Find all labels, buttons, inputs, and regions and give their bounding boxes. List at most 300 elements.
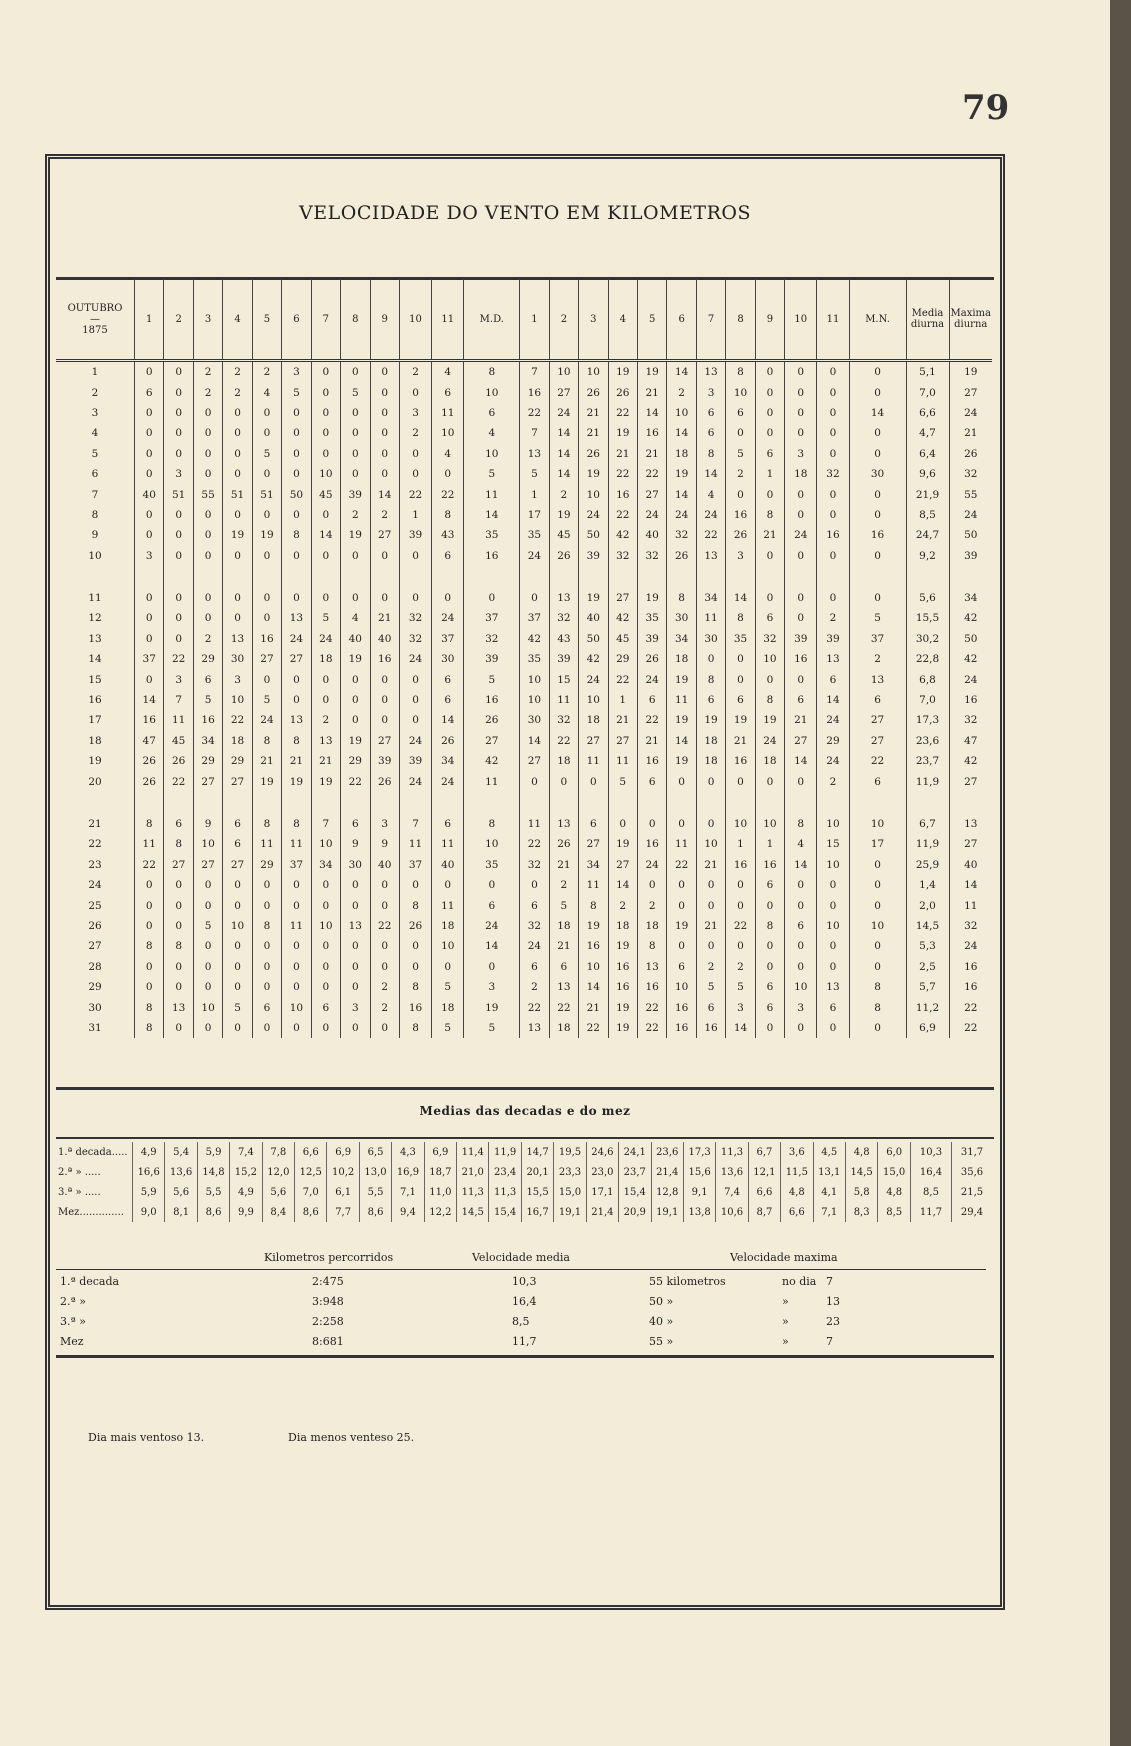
hour-cell: 16 [637,834,666,854]
hour-cell: 0 [311,382,340,402]
hour-cell: 35 [637,608,666,628]
media-cell: 2,5 [906,957,949,977]
hour-cell: 6 [696,423,725,443]
maxima-cell: 39 [949,546,992,566]
hour-cell: 0 [223,505,252,525]
hour-cell: 8 [849,997,906,1017]
hour-cell: 0 [849,361,906,383]
hour-cell: 0 [785,936,817,956]
hour-cell: 21 [726,731,755,751]
day-cell: 24 [88,879,102,892]
hour-cell: 26 [399,916,431,936]
hour-cell: 22 [637,1018,666,1038]
hour-cell: 0 [726,423,755,443]
hour-cell: 8 [849,977,906,997]
hour-cell: 22 [608,403,637,423]
hour-cell: 2 [667,382,696,402]
gap-cell [311,792,340,814]
hour-cell: 16 [637,423,666,443]
hour-cell: 8 [696,669,725,689]
hour-cell: 39 [637,629,666,649]
decada-cell: 16,9 [392,1162,424,1182]
hour-cell: 51 [252,484,281,504]
hour-cell: 0 [817,546,849,566]
hour-cell: 14 [464,936,520,956]
gap-cell [164,792,193,814]
table-frame [45,154,1005,1610]
decada-cell: 12,2 [424,1202,456,1222]
decada-cell: 15,4 [489,1202,521,1222]
hour-cell: 0 [341,588,370,608]
hour-cell: 2 [370,997,399,1017]
maxima-cell: 19 [949,361,992,383]
mid-rule [56,1087,994,1090]
hour-cell: 0 [223,957,252,977]
hour-cell: 0 [464,875,520,895]
hour-header: 7 [311,279,340,361]
hour-header: 5 [252,279,281,361]
hour-cell: 0 [817,484,849,504]
maxima-cell: 24 [949,403,992,423]
table-row [56,423,992,443]
hour-cell: 6 [755,977,784,997]
hour-cell: 15 [549,669,578,689]
hour-cell: 0 [135,957,164,977]
gap-cell [579,792,608,814]
hour-cell: 16 [726,505,755,525]
hour-cell: 0 [432,957,464,977]
hour-header: 1 [520,279,549,361]
hour-cell: 37 [432,629,464,649]
hour-cell: 0 [164,629,193,649]
hour-cell: 32 [464,629,520,649]
hour-cell: 21 [608,444,637,464]
page-edge [1110,0,1131,1746]
hour-cell: 0 [849,936,906,956]
hour-cell: 0 [341,957,370,977]
hour-cell: 0 [370,382,399,402]
hour-cell: 0 [311,505,340,525]
hour-cell: 0 [817,403,849,423]
hour-cell: 0 [193,403,222,423]
hour-cell: 21 [579,997,608,1017]
hour-cell: 34 [193,731,222,751]
gap-cell [696,566,725,588]
hour-cell: 2 [341,505,370,525]
hour-cell: 0 [817,936,849,956]
hour-cell: 14 [726,588,755,608]
table-row [56,814,992,834]
hour-cell: 0 [370,690,399,710]
media-cell: 6,6 [906,403,949,423]
hour-cell: 0 [785,1018,817,1038]
hour-cell: 29 [223,751,252,771]
hour-cell: 26 [549,834,578,854]
day-cell: 15 [88,673,102,686]
hour-cell: 45 [311,484,340,504]
hour-cell: 0 [282,505,311,525]
hour-cell: 0 [193,895,222,915]
hour-cell: 0 [849,875,906,895]
hour-cell: 0 [399,875,431,895]
hour-cell: 6 [164,814,193,834]
hour-cell: 6 [667,957,696,977]
hour-cell: 11 [252,834,281,854]
hour-cell: 8 [135,997,164,1017]
decade-gap-row [56,792,992,814]
hour-cell: 1 [755,834,784,854]
media-cell: 30,2 [906,629,949,649]
hour-cell: 40 [579,608,608,628]
hour-cell: 0 [549,771,578,791]
hour-cell: 19 [223,525,252,545]
hour-cell: 18 [785,464,817,484]
hour-cell: 50 [579,629,608,649]
media-cell: 22,8 [906,649,949,669]
hour-cell: 27 [370,525,399,545]
maxima-cell: 24 [949,669,992,689]
decada-cell: 19,5 [554,1142,586,1162]
hour-cell: 5 [223,997,252,1017]
gap-cell [399,566,431,588]
decada-cell: 7,8 [262,1142,294,1162]
hour-cell: 21 [549,855,578,875]
hour-cell: 0 [370,1018,399,1038]
hour-cell: 13 [223,629,252,649]
hour-cell: 34 [311,855,340,875]
gap-cell [164,566,193,588]
media-cell: 23,7 [906,751,949,771]
hour-cell: 19 [726,710,755,730]
hour-cell: 10 [849,814,906,834]
hour-cell: 10 [464,834,520,854]
gap-cell [311,566,340,588]
hour-cell: 0 [817,588,849,608]
hour-header: 8 [726,279,755,361]
decada-cell: 11,4 [457,1142,489,1162]
summary-label: Mez [60,1335,84,1348]
decada-cell: 19,1 [554,1202,586,1222]
decada-cell: 17,3 [683,1142,715,1162]
decada-cell: 15,0 [878,1162,911,1182]
hour-cell: 16 [608,977,637,997]
hour-cell: 6 [817,669,849,689]
hour-cell: 35 [464,525,520,545]
hour-cell: 0 [223,608,252,628]
hour-cell: 11 [549,690,578,710]
hour-cell: 10 [849,916,906,936]
hour-cell: 6 [520,895,549,915]
hour-cell: 0 [193,444,222,464]
summary-media: 11,7 [512,1335,537,1348]
summary-dia: 23 [826,1315,840,1328]
hour-cell: 24 [637,669,666,689]
decada-cell: 8,4 [262,1202,294,1222]
decada-label: 1.ª decada..... [58,1146,128,1158]
hour-cell: 40 [341,629,370,649]
hour-cell: 19 [608,997,637,1017]
gap-cell [432,792,464,814]
hour-cell: 0 [282,1018,311,1038]
hour-cell: 16 [579,936,608,956]
hour-cell: 37 [282,855,311,875]
hour-cell: 10 [726,382,755,402]
hour-cell: 0 [785,957,817,977]
hour-cell: 2 [223,382,252,402]
hour-header: 2 [549,279,578,361]
wind-speed-table [56,279,992,1038]
table-row [56,751,992,771]
hour-cell: 42 [608,525,637,545]
hour-cell: 0 [726,669,755,689]
hour-cell: 0 [252,464,281,484]
hour-cell: 0 [282,588,311,608]
hour-cell: 10 [755,649,784,669]
gap-cell [906,566,949,588]
decada-cell: 24,6 [586,1142,618,1162]
decada-cell: 21,0 [457,1162,489,1182]
hour-cell: 0 [341,464,370,484]
table-row [56,834,992,854]
table-row [56,957,992,977]
hour-cell: 11 [667,834,696,854]
hour-cell: 27 [520,751,549,771]
hour-header: 4 [223,279,252,361]
decada-cell: 11,3 [489,1182,521,1202]
media-cell: 2,0 [906,895,949,915]
gap-cell [849,566,906,588]
hour-cell: 11 [579,875,608,895]
hour-cell: 16 [849,525,906,545]
hour-cell: 0 [164,546,193,566]
hour-cell: 1 [608,690,637,710]
hour-cell: 0 [370,936,399,956]
hour-cell: 19 [341,649,370,669]
decada-cell: 5,4 [165,1142,197,1162]
hour-cell: 0 [817,444,849,464]
hour-cell: 45 [608,629,637,649]
maxima-cell: 22 [949,1018,992,1038]
hour-cell: 0 [696,649,725,669]
hour-cell: 6 [341,814,370,834]
hour-cell: 0 [817,423,849,443]
maxima-cell: 42 [949,751,992,771]
maxima-cell: 27 [949,382,992,402]
media-cell: 6,9 [906,1018,949,1038]
hour-cell: 0 [135,895,164,915]
summary-row [56,1275,936,1293]
hour-cell: 19 [341,731,370,751]
decada-cell: 24,1 [619,1142,651,1162]
gap-cell [696,792,725,814]
hour-cell: 34 [432,751,464,771]
hour-cell: 0 [667,771,696,791]
decada-cell: 5,5 [197,1182,229,1202]
table-row [56,444,992,464]
hour-cell: 27 [849,731,906,751]
decada-maxima-cell: 29,4 [952,1202,993,1222]
hour-cell: 0 [849,546,906,566]
hour-cell: 0 [849,588,906,608]
table-row [56,505,992,525]
hour-cell: 0 [252,423,281,443]
decada-cell: 4,1 [813,1182,845,1202]
hour-cell: 21 [696,855,725,875]
hour-cell: 21 [252,751,281,771]
hour-cell: 10 [193,834,222,854]
decada-cell: 21,4 [586,1202,618,1222]
gap-cell [726,566,755,588]
hour-cell: 27 [252,649,281,669]
hour-cell: 18 [667,649,696,669]
hour-cell: 0 [164,423,193,443]
decada-cell: 8,3 [845,1202,877,1222]
decada-media-cell: 16,4 [911,1162,952,1182]
hour-cell: 8 [726,361,755,383]
gap-cell [637,566,666,588]
hour-cell: 27 [193,855,222,875]
day-cell: 7 [91,488,99,501]
maxima-cell: 13 [949,814,992,834]
decada-cell: 20,1 [521,1162,553,1182]
hour-cell: 19 [311,771,340,791]
table-row [56,629,992,649]
hour-cell: 4 [432,444,464,464]
hour-cell: 0 [252,895,281,915]
hour-cell: 19 [608,1018,637,1038]
decada-cell: 20,9 [619,1202,651,1222]
decada-label: 3.ª » ..... [58,1186,101,1198]
decada-cell: 8,6 [295,1202,327,1222]
hour-cell: 0 [608,814,637,834]
hour-cell: 0 [135,423,164,443]
maxima-cell: 32 [949,916,992,936]
summary-dia: 7 [826,1275,833,1288]
decada-cell: 6,6 [748,1182,780,1202]
hour-cell: 11 [608,751,637,771]
decada-cell: 3,6 [781,1142,813,1162]
gap-cell [608,792,637,814]
hour-cell: 10 [311,916,340,936]
day-cell: 26 [88,919,102,932]
hour-cell: 5 [341,382,370,402]
gap-cell [56,792,135,814]
hour-cell: 0 [223,875,252,895]
hour-cell: 2 [370,505,399,525]
hour-cell: 19 [667,710,696,730]
hour-cell: 16 [667,1018,696,1038]
hour-cell: 14 [135,690,164,710]
hour-cell: 27 [608,855,637,875]
decada-cell: 12,8 [651,1182,683,1202]
hour-header: 3 [193,279,222,361]
hour-cell: 0 [282,669,311,689]
decada-cell: 23,6 [651,1142,683,1162]
hour-cell: 2 [311,710,340,730]
hour-cell: 16 [464,690,520,710]
hour-header: 2 [164,279,193,361]
hour-cell: 0 [282,444,311,464]
gap-cell [755,792,784,814]
summary-dia-label: » [782,1335,789,1348]
day-cell: 12 [88,612,102,625]
hour-cell: 14 [785,751,817,771]
decada-cell: 11,0 [424,1182,456,1202]
hour-cell: 21 [579,403,608,423]
hour-cell: 5 [549,895,578,915]
decada-cell: 23,0 [586,1162,618,1182]
hour-cell: 8 [432,505,464,525]
hour-cell: 21 [637,382,666,402]
decada-cell: 4,9 [230,1182,262,1202]
table-header-row [56,279,992,361]
hour-cell: 32 [520,916,549,936]
hour-cell: 27 [579,731,608,751]
hour-cell: 8 [755,505,784,525]
hour-cell: 0 [193,875,222,895]
hour-header: 6 [282,279,311,361]
hour-cell: 0 [785,361,817,383]
hour-cell: 0 [726,484,755,504]
hour-cell: 10 [311,834,340,854]
hour-cell: 7 [399,814,431,834]
decada-cell: 7,1 [813,1202,845,1222]
maxima-cell: 42 [949,608,992,628]
hour-cell: 19 [667,751,696,771]
table-row [56,669,992,689]
hour-cell: 32 [637,546,666,566]
hour-cell: 0 [755,895,784,915]
hour-cell: 0 [399,444,431,464]
hour-cell: 8 [579,895,608,915]
hour-cell: 14 [432,710,464,730]
maxima-cell: 50 [949,525,992,545]
hour-cell: 14 [608,875,637,895]
hour-cell: 0 [849,505,906,525]
hour-cell: 16 [696,1018,725,1038]
hour-cell: 0 [223,977,252,997]
hour-cell: 2 [696,957,725,977]
hour-cell: 30 [696,629,725,649]
maxima-cell: 55 [949,484,992,504]
hour-cell: 0 [341,710,370,730]
table-row [56,546,992,566]
hour-cell: 10 [223,916,252,936]
hour-cell: 27 [370,731,399,751]
hour-cell: 5 [432,1018,464,1038]
decada-cell: 12,5 [295,1162,327,1182]
hour-cell: 0 [193,588,222,608]
hour-cell: 22 [667,855,696,875]
hour-cell: 18 [696,751,725,771]
hour-cell: 26 [579,382,608,402]
hour-cell: 26 [135,771,164,791]
gap-cell [667,792,696,814]
hour-cell: 0 [282,403,311,423]
gap-cell [579,566,608,588]
hour-header: 11 [432,279,464,361]
hour-cell: 32 [399,629,431,649]
decada-cell: 13,8 [683,1202,715,1222]
hour-cell: 7 [311,814,340,834]
hour-cell: 27 [849,710,906,730]
decada-cell: 6,0 [878,1142,911,1162]
hour-cell: 4 [785,834,817,854]
hour-cell: 13 [696,546,725,566]
hour-cell: 14 [667,423,696,443]
hour-cell: 18 [432,916,464,936]
hour-cell: 0 [193,936,222,956]
